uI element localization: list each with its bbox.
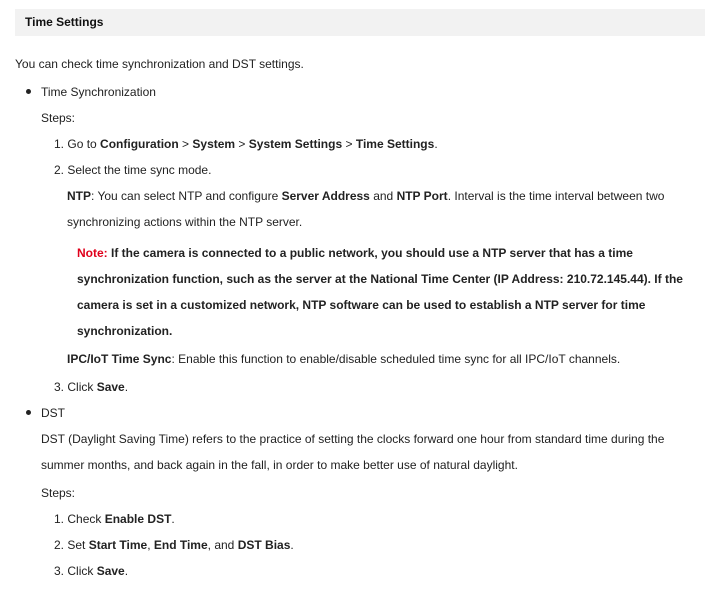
bullet-icon xyxy=(26,89,31,94)
step-text: Select the time sync mode. xyxy=(67,163,212,177)
dst-bias-term: DST Bias xyxy=(237,538,291,552)
menu-path-system-settings: System Settings xyxy=(248,137,343,151)
dst-step-2 xyxy=(54,537,294,553)
step-number: 3. xyxy=(54,564,65,578)
step-suffix: . xyxy=(290,538,294,552)
ntp-port-term: NTP Port xyxy=(396,189,448,203)
step-text: Check xyxy=(67,512,105,526)
step-suffix: . xyxy=(434,137,438,151)
step-number: 1. xyxy=(54,137,65,151)
menu-path-system: System xyxy=(192,137,236,151)
step-text: Click xyxy=(67,564,97,578)
start-time-term: Start Time xyxy=(88,538,148,552)
dst-description-line2: summer months, and back again in the fall, in order to make better use of natural daylight. xyxy=(41,458,518,472)
save-term: Save xyxy=(96,564,125,578)
step-2 xyxy=(54,162,211,178)
ntp-description xyxy=(67,188,664,204)
step-number: 1. xyxy=(54,512,65,526)
step-text: , and xyxy=(207,538,238,552)
time-sync-title: Time Synchronization xyxy=(41,85,156,99)
end-time-term: End Time xyxy=(153,538,208,552)
step-suffix: . xyxy=(124,380,129,394)
dst-title: DST xyxy=(41,406,65,420)
note-label: Note: xyxy=(77,246,108,260)
step-3 xyxy=(54,379,128,395)
ipc-time-sync-description xyxy=(67,351,620,367)
bullet-icon xyxy=(26,410,31,415)
ntp-text: . Interval is the time interval between two xyxy=(447,189,665,203)
path-separator: > xyxy=(342,137,356,151)
ipc-text: : Enable this function to enable/disable scheduled time sync for all IPC/IoT channels. xyxy=(171,352,621,366)
step-text: Click xyxy=(67,380,97,394)
server-address-term: Server Address xyxy=(281,189,370,203)
path-separator: > xyxy=(178,137,193,151)
section-header: Time Settings xyxy=(15,9,705,36)
steps-label: Steps: xyxy=(41,486,76,500)
note-line-3: camera is set in a customized network, NTP software can be used to establish a NTP server for time xyxy=(77,298,646,312)
step-1 xyxy=(54,136,438,152)
step-suffix: . xyxy=(124,564,129,578)
step-text: Set xyxy=(67,538,89,552)
step-text: , xyxy=(147,538,154,552)
dst-step-3 xyxy=(54,563,128,579)
ntp-text: : You can select NTP and configure xyxy=(91,189,282,203)
note-line-2: synchronization function, such as the server at the National Time Center (IP Address: 210.72.145.44). If the xyxy=(77,272,683,286)
menu-path-configuration: Configuration xyxy=(100,137,179,151)
ntp-description-line2: synchronizing actions within the NTP server. xyxy=(67,215,303,229)
ipc-time-sync-label: IPC/IoT Time Sync xyxy=(67,352,172,366)
ntp-label: NTP xyxy=(67,189,91,203)
menu-path-time-settings: Time Settings xyxy=(355,137,435,151)
save-term: Save xyxy=(96,380,125,394)
note-line-1 xyxy=(77,245,633,261)
steps-label: Steps: xyxy=(41,111,76,125)
path-separator: > xyxy=(235,137,249,151)
step-suffix: . xyxy=(171,512,175,526)
step-number: 2. xyxy=(54,538,65,552)
step-number: 3. xyxy=(54,380,65,394)
note-line-4: synchronization. xyxy=(77,324,173,338)
dst-description-line1: DST (Daylight Saving Time) refers to the practice of setting the clocks forward one hour from standard time during the xyxy=(41,432,665,446)
intro-text: You can check time synchronization and DST settings. xyxy=(15,57,304,71)
note-text: If the camera is connected to a public network, you should use a NTP server that has a time xyxy=(107,246,633,260)
step-text: Go to xyxy=(67,137,101,151)
ntp-text: and xyxy=(369,189,397,203)
enable-dst-term: Enable DST xyxy=(104,512,172,526)
step-number: 2. xyxy=(54,163,65,177)
dst-step-1 xyxy=(54,511,175,527)
